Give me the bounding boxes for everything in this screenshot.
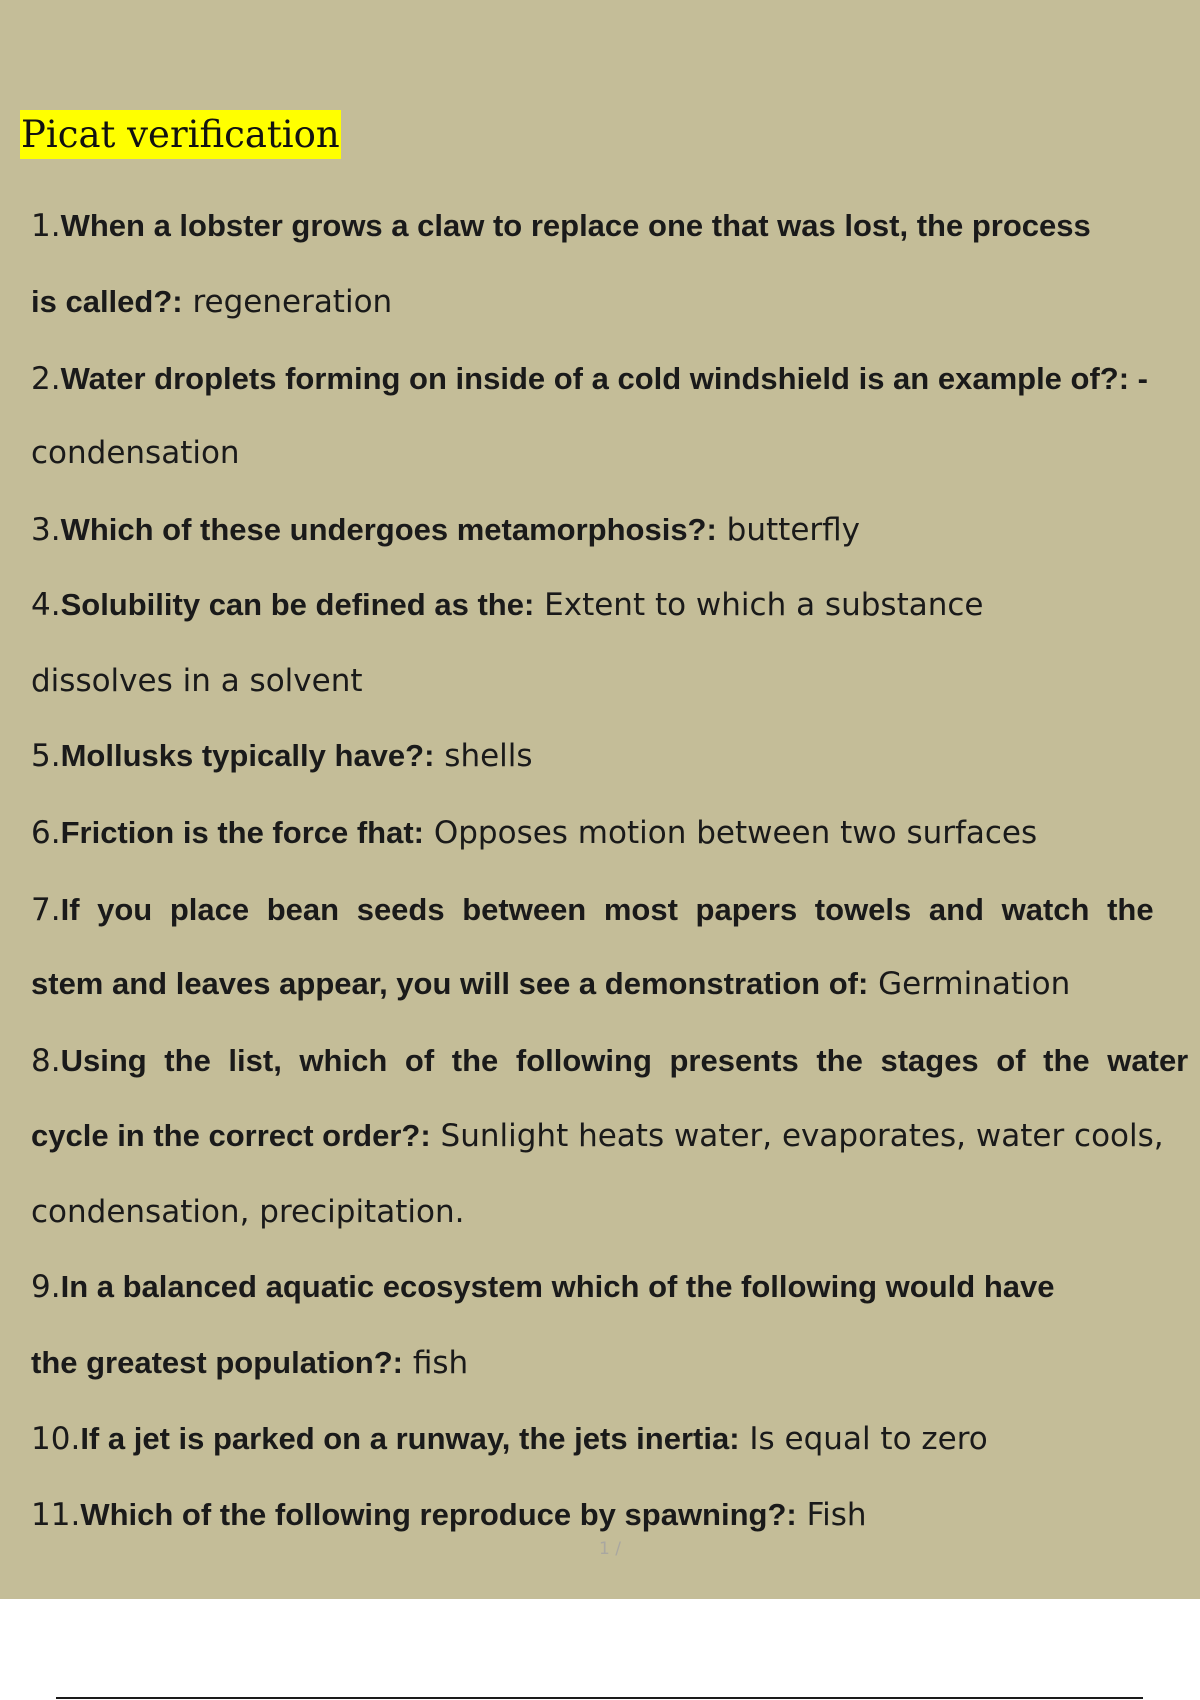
question-7-line-2 xyxy=(31,964,1070,1004)
question-7-text-cont: stem and leaves appear, you will see a demonstration of: xyxy=(31,966,869,1001)
question-4-line-1 xyxy=(31,585,983,625)
question-5-answer: shells xyxy=(434,738,533,774)
question-3-line-1 xyxy=(31,510,860,550)
question-1-answer: regeneration xyxy=(182,284,393,320)
question-8-line-1 xyxy=(31,1041,1188,1081)
question-4-answer: Extent to which a substance xyxy=(534,587,984,623)
question-1-line-1 xyxy=(31,206,1091,246)
question-10-answer: Is equal to zero xyxy=(739,1421,988,1457)
question-10-line-1 xyxy=(31,1419,988,1459)
question-4-line-2 xyxy=(31,661,363,701)
question-1-number: 1. xyxy=(31,208,61,244)
question-6-number: 6. xyxy=(31,815,61,851)
question-5-line-1 xyxy=(31,736,533,776)
question-6-text: Friction is the force fhat: xyxy=(60,815,424,850)
question-5-number: 5. xyxy=(31,738,61,774)
page-number: 1 / xyxy=(599,1539,621,1559)
page-divider xyxy=(56,1697,1143,1699)
question-9-answer: fish xyxy=(403,1345,469,1381)
question-8-answer: Sunlight heats water, evaporates, water cools, xyxy=(430,1118,1164,1154)
question-5-text: Mollusks typically have?: xyxy=(60,738,435,773)
question-4-number: 4. xyxy=(31,587,61,623)
question-7-number: 7. xyxy=(31,892,61,928)
question-2-number: 2. xyxy=(31,361,61,397)
question-1-text-cont: is called?: xyxy=(31,284,183,319)
question-8-text-cont: cycle in the correct order?: xyxy=(31,1118,431,1153)
question-2-answer: condensation xyxy=(31,435,240,471)
question-11-number: 11. xyxy=(31,1497,81,1533)
question-6-answer: Opposes motion between two surfaces xyxy=(424,815,1038,851)
question-4-answer-cont: dissolves in a solvent xyxy=(31,663,363,699)
question-2-line-2 xyxy=(31,433,240,473)
question-8-line-3 xyxy=(31,1192,464,1232)
question-9-line-2 xyxy=(31,1343,468,1383)
question-10-text: If a jet is parked on a runway, the jets inertia: xyxy=(80,1421,740,1456)
question-11-line-1 xyxy=(31,1495,867,1535)
question-9-number: 9. xyxy=(31,1269,61,1305)
question-7-line-1 xyxy=(31,890,1154,930)
question-3-text: Which of these undergoes metamorphosis?: xyxy=(60,512,717,547)
document-title: Picat verification xyxy=(20,110,341,159)
question-1-line-2 xyxy=(31,282,392,322)
question-10-number: 10. xyxy=(31,1421,81,1457)
question-2-text: Water droplets forming on inside of a cold windshield is an example of?: - xyxy=(60,361,1148,396)
question-9-line-1 xyxy=(31,1267,1055,1307)
question-7-text: If you place bean seeds between most papers towels and watch the xyxy=(60,892,1154,927)
question-7-answer: Germination xyxy=(868,966,1071,1002)
question-3-number: 3. xyxy=(31,512,61,548)
question-11-answer: Fish xyxy=(796,1497,867,1533)
question-8-number: 8. xyxy=(31,1043,61,1079)
question-1-text: When a lobster grows a claw to replace one that was lost, the process xyxy=(60,208,1091,243)
question-8-answer-cont: condensation, precipitation. xyxy=(31,1194,465,1230)
question-3-answer: butterfly xyxy=(716,512,861,548)
question-11-text: Which of the following reproduce by spawning?: xyxy=(80,1497,797,1532)
question-4-text: Solubility can be defined as the: xyxy=(60,587,535,622)
question-9-text-cont: the greatest population?: xyxy=(31,1345,403,1380)
question-2-line-1 xyxy=(31,359,1148,399)
question-8-text: Using the list, which of the following presents the stages of the water xyxy=(60,1043,1189,1078)
question-8-line-2 xyxy=(31,1116,1164,1156)
question-6-line-1 xyxy=(31,813,1037,853)
question-9-text: In a balanced aquatic ecosystem which of the following would have xyxy=(60,1269,1055,1304)
